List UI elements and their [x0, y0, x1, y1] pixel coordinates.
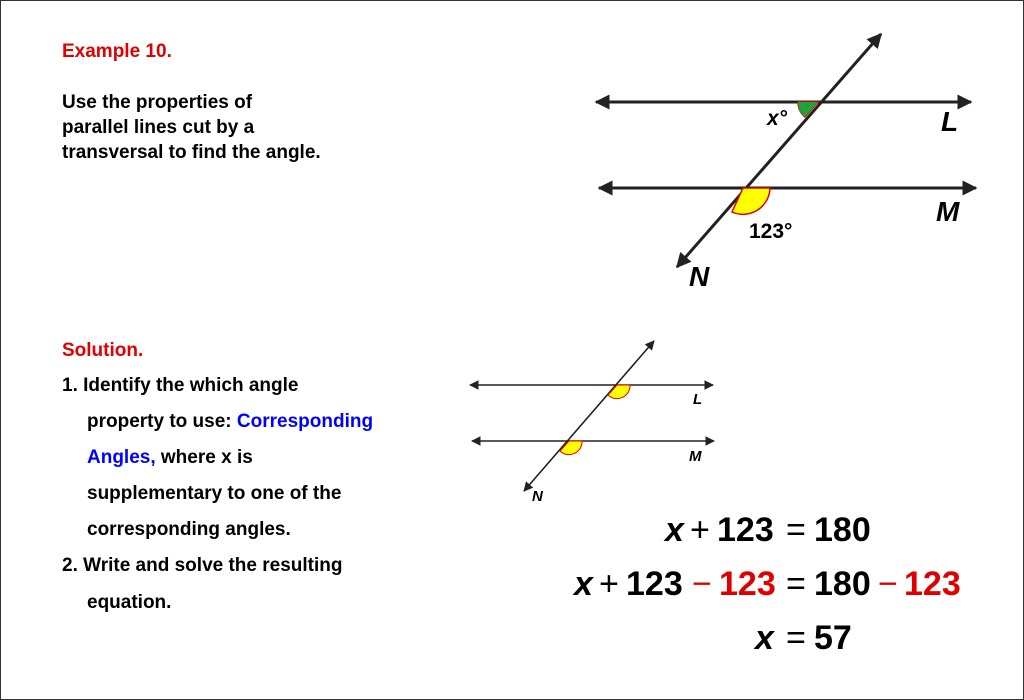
equation-3 — [753, 619, 852, 657]
eq1-a: 123 — [717, 511, 774, 549]
step2-line1: 2. Write and solve the resulting — [62, 555, 343, 576]
small-angle-bottom — [560, 441, 582, 455]
step1-line5: corresponding angles. — [87, 519, 291, 540]
main-diagram — [596, 34, 976, 292]
eq2-x: x — [574, 565, 593, 603]
eq3-result: 57 — [814, 619, 852, 657]
problem-line-3: transversal to find the angle. — [62, 142, 321, 163]
eq2-minus2: − — [878, 565, 898, 603]
eq1-plus: + — [690, 511, 710, 549]
eq2-plus: + — [599, 565, 619, 603]
solution-title: Solution. — [62, 340, 144, 361]
eq2-a: 123 — [626, 565, 683, 603]
eq1-x: x — [665, 511, 684, 549]
step1-text: property to use: — [87, 411, 237, 432]
keyword-corresponding: Corresponding — [236, 411, 374, 432]
eq2-b: 180 — [814, 565, 871, 603]
label-N: N — [689, 261, 710, 292]
eq3-equals: = — [786, 619, 806, 657]
equation-2 — [572, 565, 961, 603]
angle-123-sector — [732, 188, 770, 214]
equations — [572, 511, 961, 657]
eq1-equals: = — [786, 511, 806, 549]
step2-line2: equation. — [87, 592, 172, 613]
eq2-a2: 123 — [719, 565, 776, 603]
small-diagram — [470, 341, 714, 505]
step1-text: where x is — [155, 447, 253, 468]
small-angle-top — [608, 385, 630, 399]
angle-x-label: x° — [767, 107, 788, 130]
eq2-minus1: − — [692, 565, 712, 603]
angle-123-label: 123° — [749, 220, 793, 243]
small-label-L: L — [693, 391, 703, 408]
eq2-b2: 123 — [904, 565, 961, 603]
step1-line4: supplementary to one of the — [87, 483, 342, 504]
small-label-M: M — [689, 448, 702, 465]
problem-line-1: Use the properties of — [62, 92, 253, 113]
label-L: L — [941, 106, 959, 137]
example-title: Example 10. — [62, 41, 172, 62]
eq3-x: x — [755, 619, 774, 657]
problem-line-2: parallel lines cut by a — [62, 117, 255, 138]
small-transversal-N — [524, 341, 654, 491]
step1-line1: 1. Identify the which angle — [62, 375, 299, 396]
label-M: M — [936, 196, 960, 227]
keyword-angles: Angles, — [87, 447, 156, 468]
diagrams — [1, 1, 1023, 699]
eq2-equals: = — [786, 565, 806, 603]
small-label-N: N — [532, 488, 543, 505]
equation-1 — [663, 511, 871, 549]
eq1-b: 180 — [814, 511, 871, 549]
